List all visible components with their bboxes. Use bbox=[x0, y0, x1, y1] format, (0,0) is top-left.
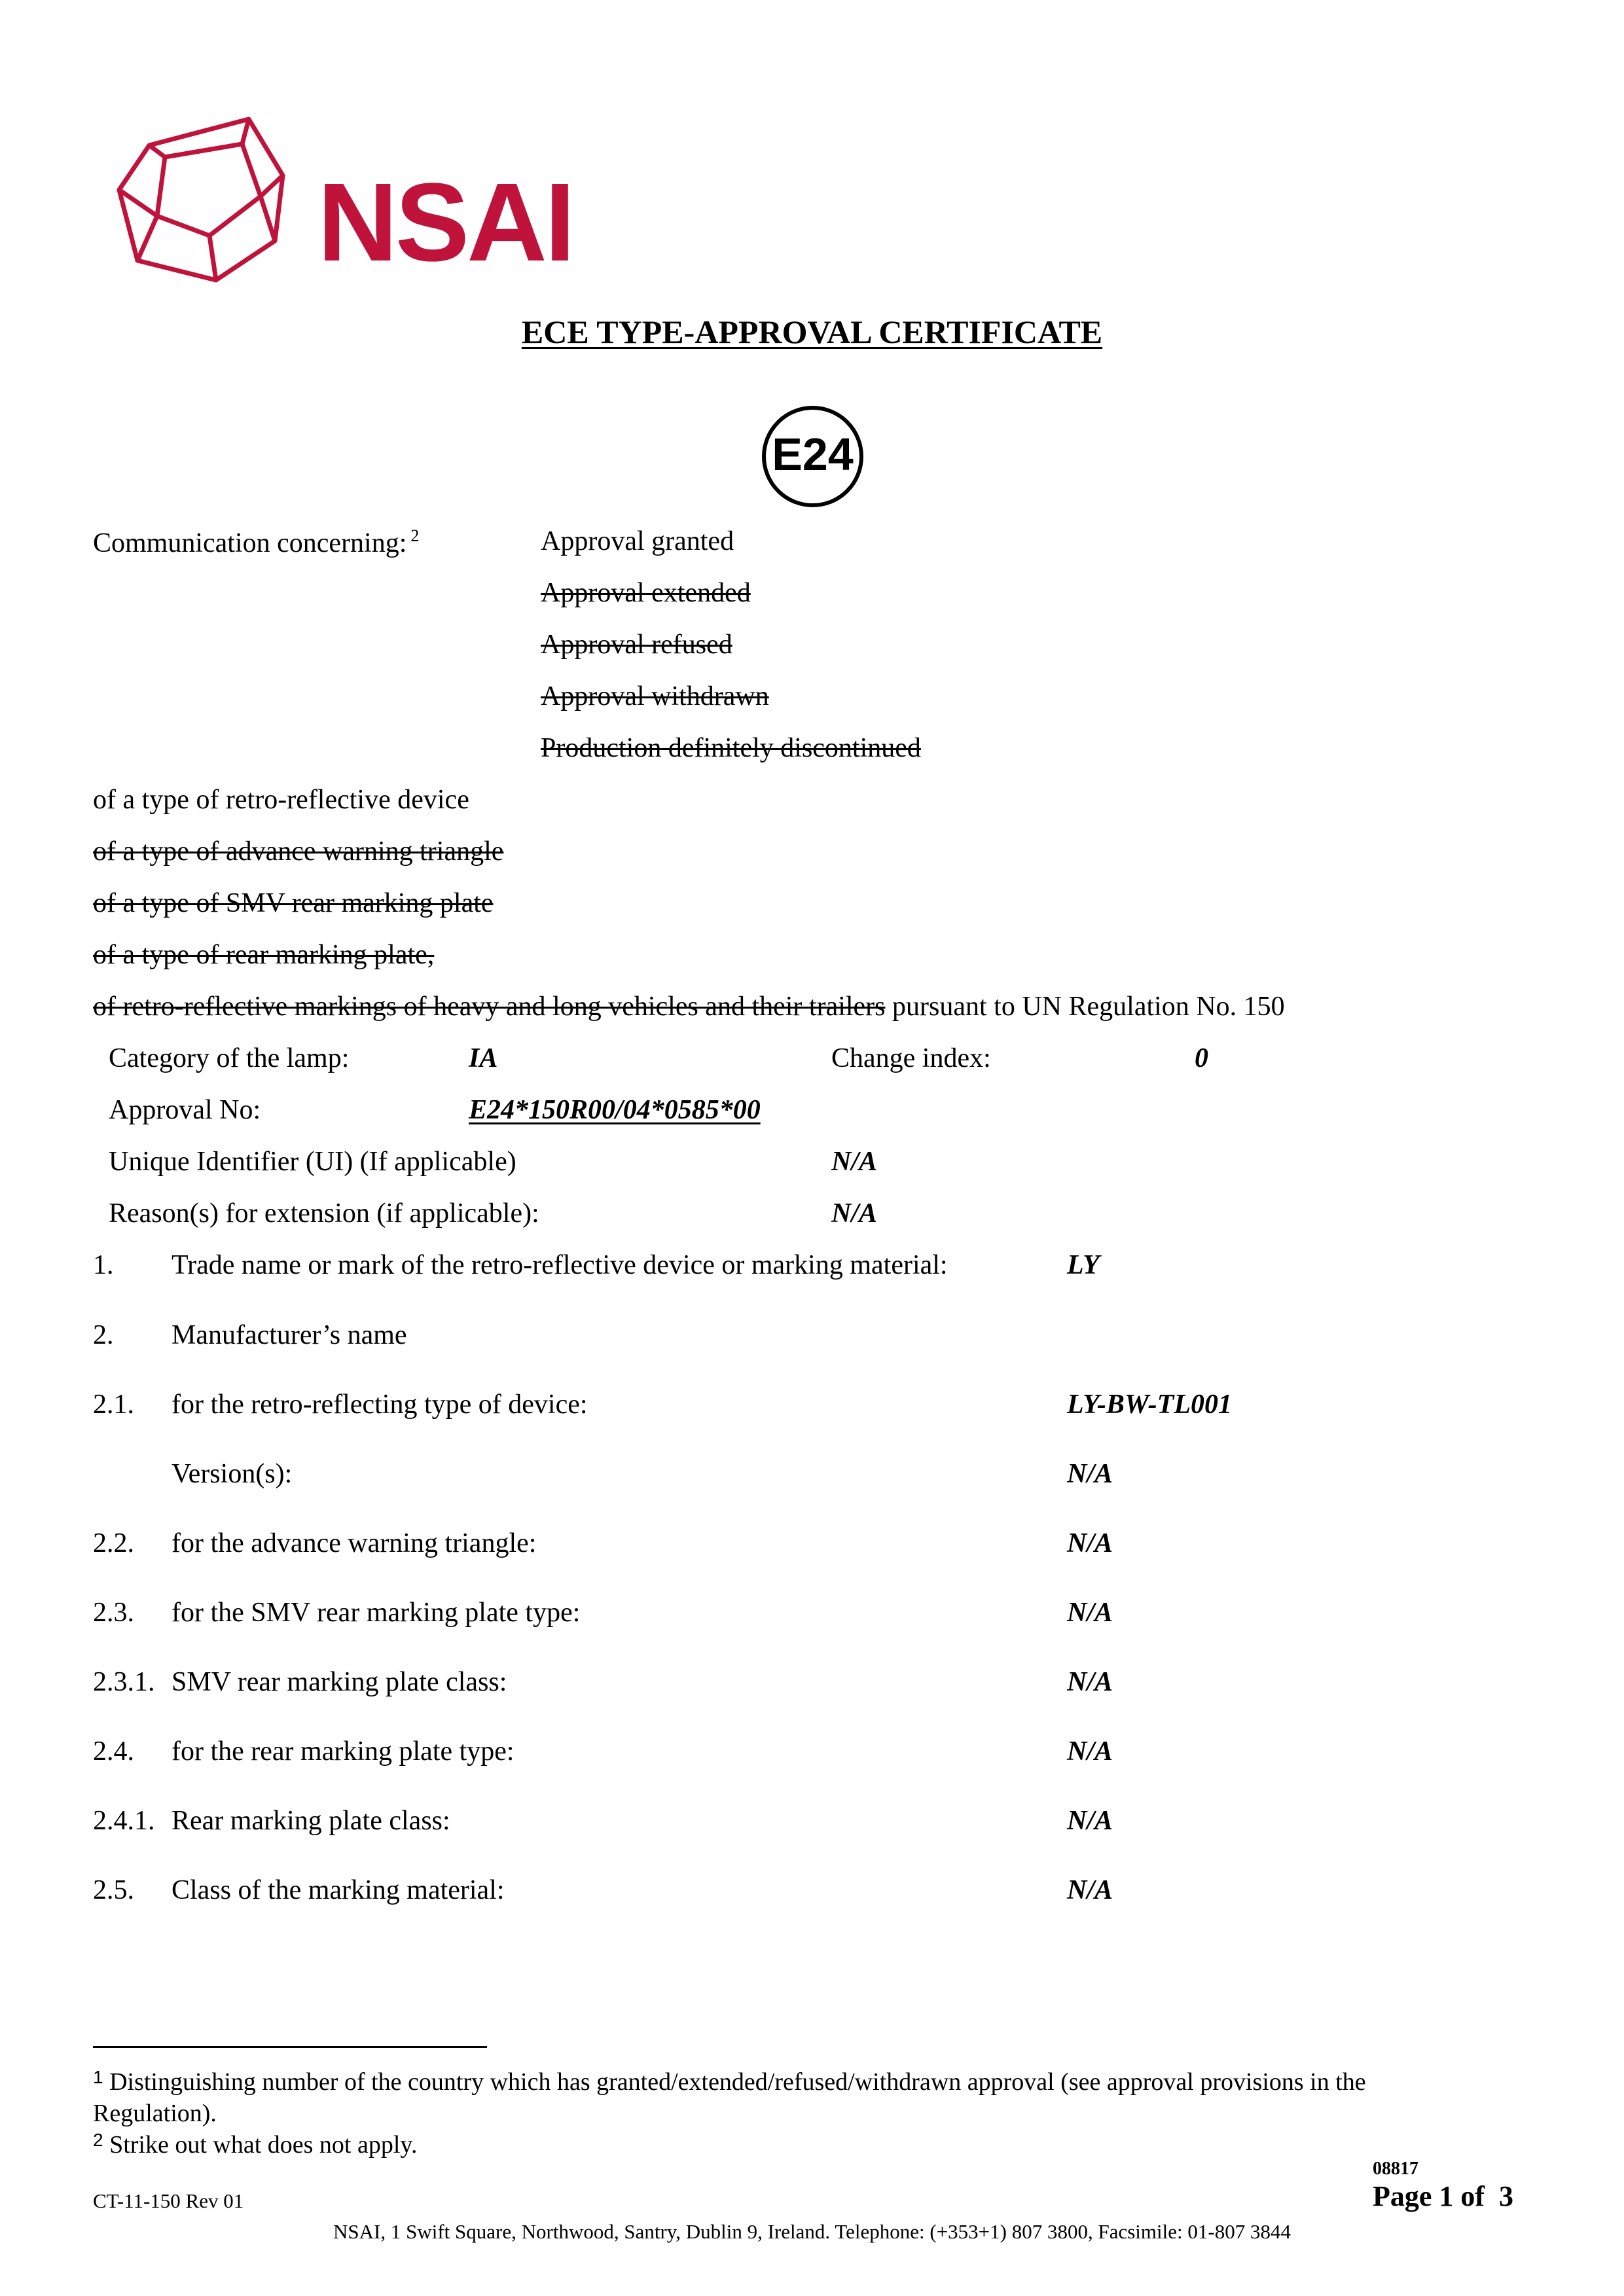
logo-wordmark: NSAI bbox=[317, 160, 573, 285]
dodecahedron-emblem-icon bbox=[111, 111, 295, 288]
item-2-5-number: 2.5. bbox=[93, 1875, 134, 1905]
option-approval-refused: Approval refused bbox=[541, 630, 732, 660]
change-index-value: 0 bbox=[1195, 1043, 1208, 1073]
change-index-label: Change index: bbox=[831, 1043, 991, 1073]
item-2-4-label: for the rear marking plate type: bbox=[171, 1736, 514, 1767]
device-type-warning-triangle: of a type of advance warning triangle bbox=[93, 836, 504, 867]
page-number: Page 1 of 3 bbox=[1373, 2180, 1514, 2212]
item-2-2-number: 2.2. bbox=[93, 1528, 134, 1558]
item-2-number: 2. bbox=[93, 1320, 114, 1350]
footnote-2-marker: 2 bbox=[93, 2130, 103, 2150]
footnote-divider bbox=[93, 2046, 487, 2048]
regulation-text: pursuant to UN Regulation No. 150 bbox=[885, 992, 1285, 1022]
item-2-4-value: N/A bbox=[1067, 1736, 1113, 1767]
footnote-1-marker: 1 bbox=[93, 2067, 103, 2087]
device-type-smv-plate: of a type of SMV rear marking plate bbox=[93, 888, 494, 918]
item-1-value: LY bbox=[1067, 1250, 1100, 1280]
device-type-rear-plate: of a type of rear marking plate, bbox=[93, 940, 435, 970]
country-approval-mark bbox=[762, 406, 863, 507]
communication-label-text: Communication concerning: bbox=[93, 528, 407, 558]
item-2-4-1-label: Rear marking plate class: bbox=[171, 1806, 450, 1836]
unique-identifier-value: N/A bbox=[831, 1147, 878, 1177]
item-2-3-1-label: SMV rear marking plate class: bbox=[171, 1667, 507, 1697]
option-approval-withdrawn: Approval withdrawn bbox=[541, 681, 769, 711]
option-approval-granted: Approval granted bbox=[541, 526, 734, 556]
option-approval-extended: Approval extended bbox=[541, 578, 751, 608]
certificate-number: 08817 bbox=[1373, 2159, 1418, 2179]
item-2-2-value: N/A bbox=[1067, 1528, 1113, 1558]
category-value: IA bbox=[469, 1043, 498, 1073]
item-2-1-value: LY-BW-TL001 bbox=[1067, 1390, 1232, 1420]
option-production-discontinued: Production definitely discontinued bbox=[541, 733, 921, 763]
item-2-4-number: 2.4. bbox=[93, 1736, 134, 1767]
versions-label: Version(s): bbox=[171, 1459, 293, 1489]
item-2-3-value: N/A bbox=[1067, 1598, 1113, 1628]
item-2-3-label: for the SMV rear marking plate type: bbox=[171, 1598, 581, 1628]
extension-reason-value: N/A bbox=[831, 1198, 878, 1229]
footnote-ref-2: 2 bbox=[410, 526, 420, 545]
item-2-5-value: N/A bbox=[1067, 1875, 1113, 1905]
nsai-logo bbox=[111, 111, 573, 288]
item-2-3-1-value: N/A bbox=[1067, 1667, 1113, 1697]
footnote-1-continuation: Regulation). bbox=[93, 2100, 217, 2127]
item-2-4-1-value: N/A bbox=[1067, 1806, 1113, 1836]
item-2-1-number: 2.1. bbox=[93, 1390, 134, 1420]
certificate-title: ECE TYPE-APPROVAL CERTIFICATE bbox=[521, 314, 1103, 350]
item-2-2-label: for the advance warning triangle: bbox=[171, 1528, 537, 1558]
approval-no-label: Approval No: bbox=[109, 1095, 261, 1125]
approval-no-value: E24*150R00/04*0585*00 bbox=[469, 1095, 761, 1125]
item-2-3-number: 2.3. bbox=[93, 1598, 134, 1628]
item-2-label: Manufacturer’s name bbox=[171, 1320, 407, 1350]
markings-regulation-line bbox=[93, 993, 1285, 1020]
item-2-4-1-number: 2.4.1. bbox=[93, 1806, 155, 1836]
footnote-1-text: Distinguishing number of the country which has granted/extended/refused/withdrawn approval (see approval provisions in the bbox=[109, 2068, 1366, 2096]
country-mark-text: E24 bbox=[772, 429, 854, 480]
unique-identifier-label: Unique Identifier (UI) (If applicable) bbox=[109, 1147, 516, 1177]
item-2-3-1-number: 2.3.1. bbox=[93, 1667, 155, 1697]
device-type-retro-reflective: of a type of retro-reflective device bbox=[93, 785, 469, 815]
footnote-1 bbox=[93, 2062, 1366, 2129]
footer-address: NSAI, 1 Swift Square, Northwood, Santry, Dublin 9, Ireland. Telephone: (+353+1) 807 3800, Facsimile: 01-807 3844 bbox=[333, 2220, 1291, 2243]
category-label: Category of the lamp: bbox=[109, 1043, 350, 1073]
markings-struck-text: of retro-reflective markings of heavy and long vehicles and their trailers bbox=[93, 992, 886, 1022]
item-1-number: 1. bbox=[93, 1250, 114, 1280]
versions-value: N/A bbox=[1067, 1459, 1113, 1489]
item-1-label: Trade name or mark of the retro-reflective device or marking material: bbox=[171, 1250, 948, 1280]
footnote-2-text: Strike out what does not apply. bbox=[109, 2131, 418, 2159]
document-code: CT-11-150 Rev 01 bbox=[93, 2189, 244, 2212]
communication-label bbox=[93, 528, 419, 557]
extension-reason-label: Reason(s) for extension (if applicable): bbox=[109, 1198, 539, 1229]
footnote-2 bbox=[93, 2125, 417, 2161]
item-2-1-label: for the retro-reflecting type of device: bbox=[171, 1390, 588, 1420]
item-2-5-label: Class of the marking material: bbox=[171, 1875, 505, 1905]
